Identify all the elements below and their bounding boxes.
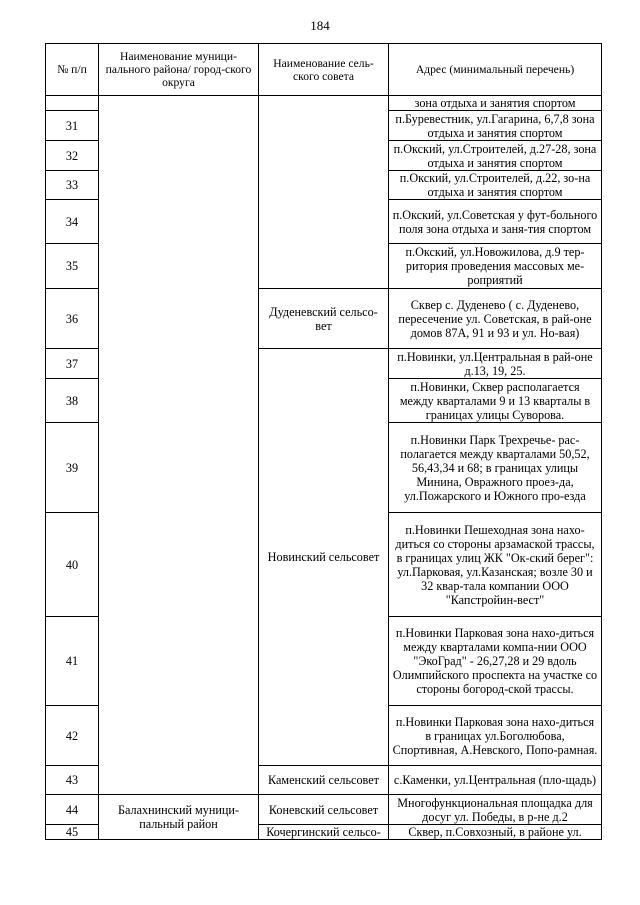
council-cell-empty	[259, 96, 389, 289]
row-num: 43	[46, 766, 99, 795]
row-address: Сквер с. Дуденево ( с. Дуденево, пересечение ул. Советская, в рай-оне домов 87А, 91 и 93 и ул. Но-вая)	[389, 289, 602, 349]
row-num: 38	[46, 379, 99, 423]
row-num	[46, 96, 99, 111]
row-num: 33	[46, 171, 99, 200]
table-row	[46, 96, 602, 111]
row-address: п.Окский, ул.Строителей, д.27-28, зона отдыха и занятия спортом	[389, 141, 602, 171]
row-address: п.Окский, ул.Советская у фут-больного поля зона отдыха и заня-тия спортом	[389, 200, 602, 244]
row-num: 42	[46, 706, 99, 766]
council-novinsky: Новинский сельсовет	[259, 349, 389, 766]
header-council: Наименование сель-ского совета	[259, 44, 389, 96]
page-number: 184	[310, 18, 330, 33]
row-num: 44	[46, 795, 99, 825]
council-konevsky: Коневский сельсовет	[259, 795, 389, 825]
row-num: 45	[46, 825, 99, 840]
row-num: 34	[46, 200, 99, 244]
row-address: с.Каменки, ул.Центральная (пло-щадь)	[389, 766, 602, 795]
council-kamensky: Каменский сельсовет	[259, 766, 389, 795]
row-address: п.Новинки Парк Трехречье- рас-полагается между кварталами 50,52, 56,43,34 и 68; в границах улицы Минина, Овражного проез-да, ул.Пожарского и Южного про-езда	[389, 423, 602, 513]
row-num: 41	[46, 617, 99, 706]
row-address: п.Новинки, Сквер располагается между кварталами 9 и 13 кварталы в границах улицы Суворова.	[389, 379, 602, 423]
row-address: Многофункциональная площадка для досуг ул. Победы, в р-не д.2	[389, 795, 602, 825]
council-dudenevsky: Дуденевский сельсо-вет	[259, 289, 389, 349]
row-num: 35	[46, 244, 99, 289]
row-address: п.Новинки Парковая зона нахо-диться в границах ул.Боголюбова, Спортивная, А.Невского, Попо-рамная.	[389, 706, 602, 766]
row-num: 39	[46, 423, 99, 513]
council-kochergin: Кочергинский сельсо-	[259, 825, 389, 840]
row-num: 31	[46, 111, 99, 141]
district-cell-empty	[99, 96, 259, 795]
row-address: п.Окский, ул.Новожилова, д.9 тер-ритория проведения массовых ме-роприятий	[389, 244, 602, 289]
row-address: п.Новинки Пешеходная зона нахо-диться со стороны арзамаской трассы, в границах улиц ЖК "Ок-ский берег": ул.Парковая, ул.Казанская; возле 30 и 32 квар-тала компании ООО "Капстройин-вест"	[389, 513, 602, 617]
row-address: Сквер, п.Совхозный, в районе ул.	[389, 825, 602, 840]
row-num: 40	[46, 513, 99, 617]
table-row	[46, 795, 602, 825]
row-num: 36	[46, 289, 99, 349]
row-address: п.Окский, ул.Строителей, д.22, зо-на отдыха и занятия спортом	[389, 171, 602, 200]
header-district: Наименование муници-пального района/ город-ского округа	[99, 44, 259, 96]
row-num: 37	[46, 349, 99, 379]
header-address: Адрес (минимальный перечень)	[389, 44, 602, 96]
table-header-row	[46, 44, 602, 96]
row-address: п.Буревестник, ул.Гагарина, 6,7,8 зона отдыха и занятия спортом	[389, 111, 602, 141]
row-num: 32	[46, 141, 99, 171]
row-address: п.Новинки, ул.Центральная в рай-оне д.13, 19, 25.	[389, 349, 602, 379]
row-address: зона отдыха и занятия спортом	[389, 96, 602, 111]
addresses-table	[45, 43, 602, 840]
row-address: п.Новинки Парковая зона нахо-диться между кварталами компа-нии ООО "ЭкоГрад" - 26,27,28 и 29 вдоль Олимпийского проспекта на участке со стороны богород-ской трассы.	[389, 617, 602, 706]
header-num: № п/п	[46, 44, 99, 96]
district-balakhna: Балахнинский муници-пальный район	[99, 795, 259, 840]
